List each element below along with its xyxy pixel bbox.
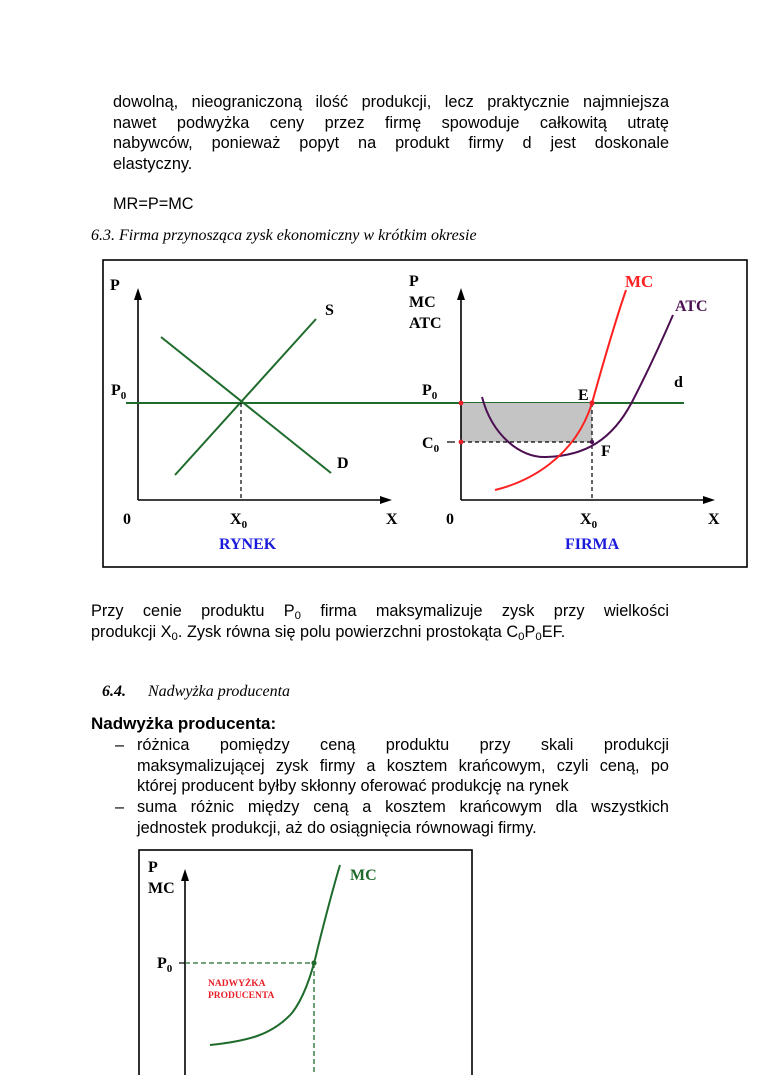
bullet-1-line-1: różnica pomiędzy ceną produktu przy skali produkcji	[137, 736, 669, 754]
point-f-label: F	[601, 443, 611, 460]
firm-origin-label: 0	[446, 511, 454, 528]
p0-dot	[459, 401, 464, 406]
firm-axis-y-label-mc: MC	[409, 294, 436, 311]
caption-line-2: produkcji $X_0$. Zysk równa się polu powierzchni prostokąta $C_0P_0EF$.	[91, 622, 566, 643]
bullet-1-line-3: której producent byłby skłonny oferować produkcję na rynek	[137, 777, 569, 795]
market-x-arrow	[380, 496, 392, 504]
demand-line	[161, 337, 331, 473]
fig2-equilibrium-dot	[311, 960, 316, 965]
market-caption: RYNEK	[219, 536, 277, 553]
point-e-label: E	[578, 387, 589, 404]
fig2-mc-curve	[210, 865, 340, 1045]
c0-dot	[459, 440, 464, 445]
surplus-label-2: PRODUCENTA	[208, 991, 275, 1001]
firm-axis-x-label: X	[708, 511, 720, 528]
caption-line-1: Przy cenie produktu $P_0$ firma maksymalizuje zysk przy wielkości	[91, 602, 669, 622]
firm-axis-y-label-atc: ATC	[409, 315, 442, 332]
figure-market-firm	[0, 250, 760, 570]
profit-rectangle	[461, 403, 592, 442]
bullet-1-line-2: maksymalizującej zysk firmy a kosztem krańcowym, czyli ceną, po	[137, 756, 669, 775]
point-e-dot	[589, 400, 594, 405]
fig2-price-label: $P_0$	[157, 955, 173, 975]
fig2-mc-label: MC	[350, 867, 377, 884]
fig2-axis-y-label-mc: MC	[148, 880, 175, 897]
intro-line-3: nabywców, ponieważ popyt na produkt firmy d jest doskonale	[113, 134, 669, 152]
intro-line-1: dowolną, nieograniczoną ilość produkcji, lecz praktycznie najmniejsza	[113, 93, 669, 111]
market-supply-label: S	[325, 302, 334, 319]
firm-y-arrow	[457, 288, 465, 300]
bullet-2	[137, 797, 669, 838]
firm-cost-label: $C_0$	[422, 435, 440, 455]
firm-price-label: $P_0$	[422, 382, 438, 402]
fig2-y-arrow	[181, 869, 189, 881]
point-f-dot	[590, 440, 594, 444]
section-6-4-title: Nadwyżka producenta	[148, 683, 291, 700]
firm-axis-y-label-p: P	[409, 273, 419, 290]
figure1-caption	[91, 601, 669, 642]
bullet-2-line-1: suma różnic między ceną a kosztem krańcowym dla wszystkich	[137, 798, 669, 816]
dash-2: –	[115, 798, 125, 816]
bullet-2-line-2: jednostek produkcji, aż do osiągnięcia równowagi firmy.	[137, 818, 537, 837]
intro-line-2: nawet podwyżka ceny przez firmę spowoduje całkowitą utratę	[113, 113, 669, 132]
market-x0-label: $X_0$	[230, 511, 248, 531]
intro-line-4: elastyczny.	[113, 154, 193, 173]
mc-curve	[495, 290, 626, 490]
market-demand-label: D	[337, 455, 349, 472]
market-axis-y-label: P	[110, 277, 120, 294]
supply-line	[175, 319, 316, 475]
fig2-axis-y-label-p: P	[148, 859, 158, 876]
intro-paragraph	[113, 92, 669, 174]
market-origin-label: 0	[123, 511, 131, 528]
section-6-3-title: 6.3. Firma przynosząca zysk ekonomiczny w krótkim okresie	[91, 227, 477, 244]
demand-d-label: d	[674, 374, 683, 391]
market-y-arrow	[134, 288, 142, 300]
firm-x0-label: $X_0$	[580, 511, 598, 531]
formula: MR=P=MC	[113, 195, 194, 213]
firm-x-arrow	[703, 496, 715, 504]
market-axis-x-label: X	[386, 511, 398, 528]
surplus-label-1: NADWYŻKA	[208, 979, 266, 989]
section-6-4-number: 6.4.	[102, 683, 126, 700]
mc-label: MC	[625, 272, 654, 291]
market-price-label: $P_0$	[111, 382, 127, 402]
dash-1: –	[115, 736, 125, 754]
figure-producer-surplus	[0, 845, 760, 1075]
definition-heading: Nadwyżka producenta:	[91, 714, 277, 733]
firm-caption: FIRMA	[565, 536, 620, 553]
atc-label: ATC	[675, 298, 708, 315]
bullet-1	[137, 735, 669, 797]
